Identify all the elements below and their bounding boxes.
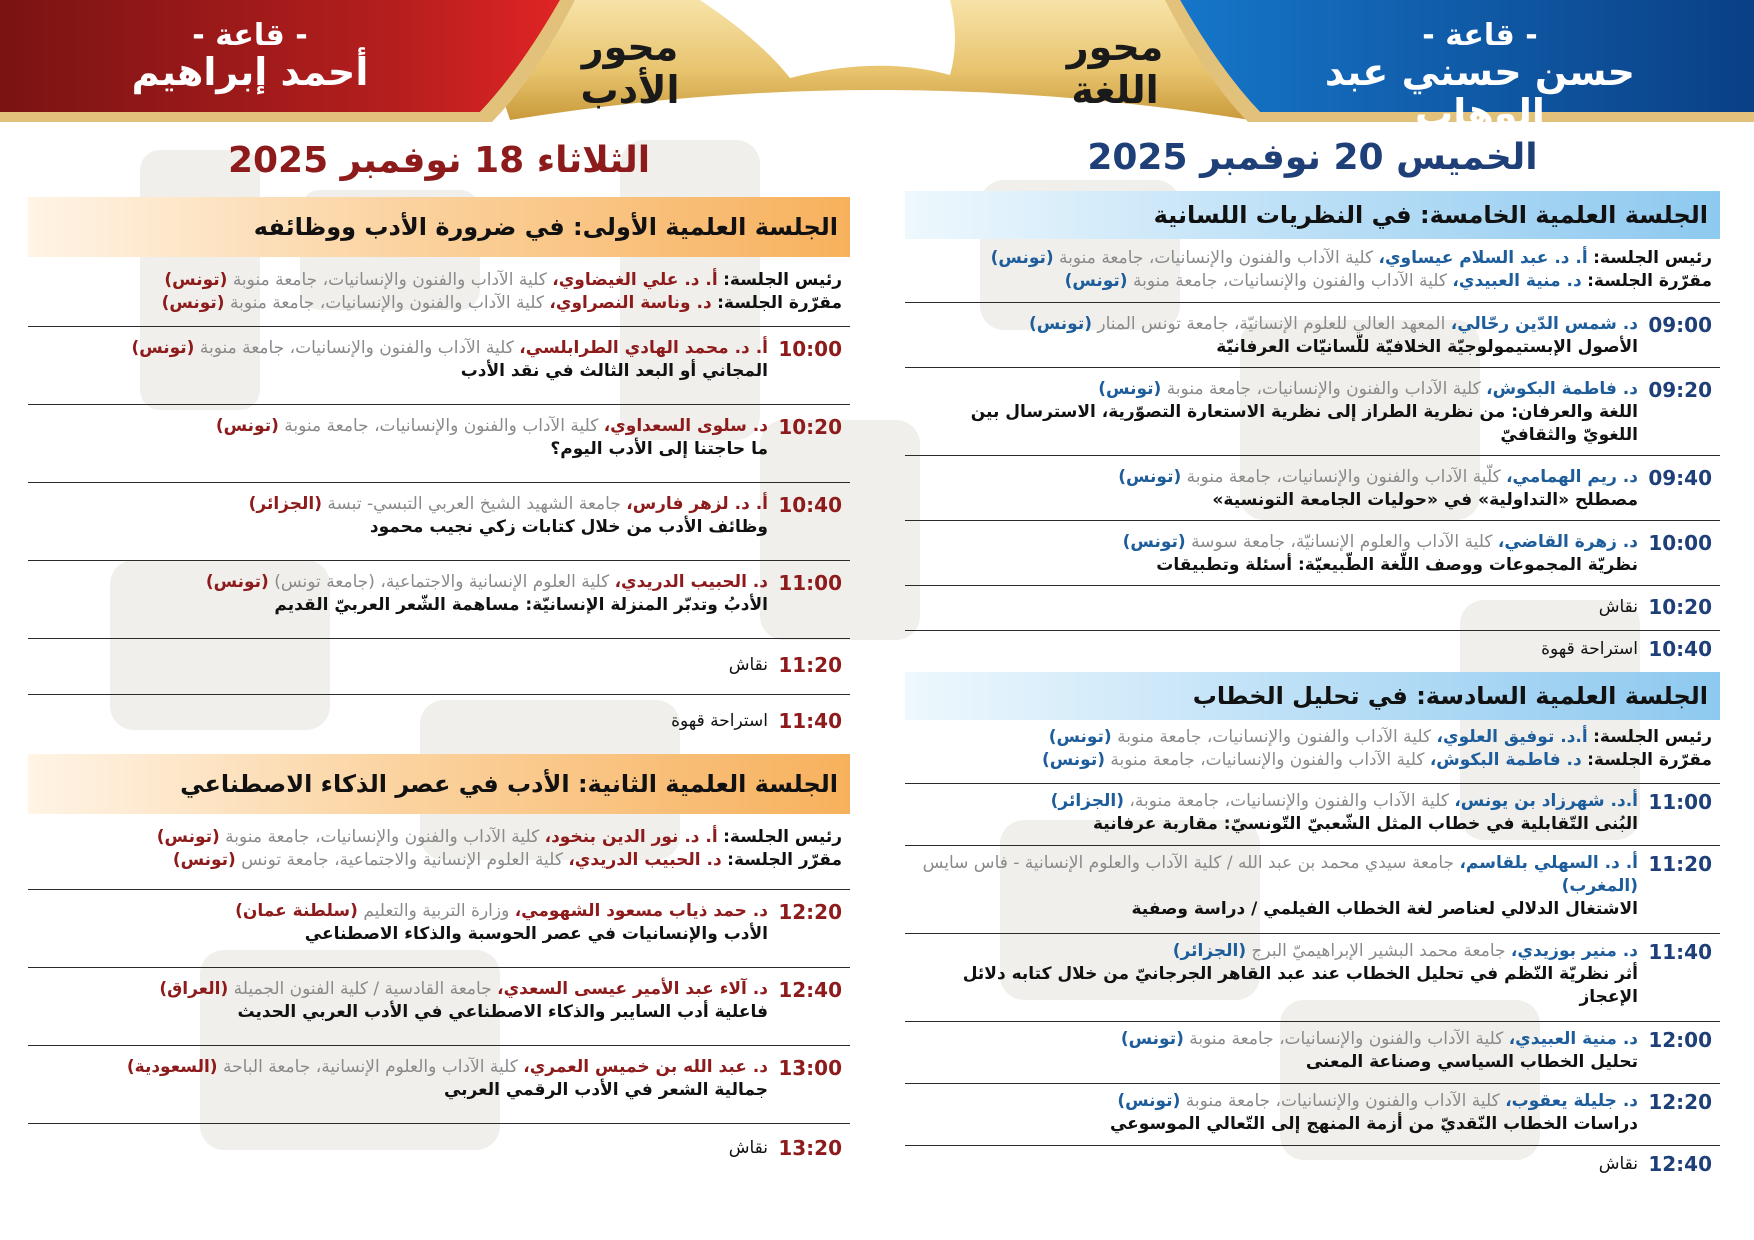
schedule-row — [905, 521, 1720, 586]
rapporteur-name: د. الحبيب الدريدي، — [568, 850, 722, 870]
rapporteur-label: مقرّرة الجلسة: — [717, 293, 842, 313]
schedule-row — [905, 456, 1720, 521]
country: (الجزائر) — [1172, 941, 1247, 961]
talk-title: نظريّة المجموعات ووصف اللّغة الطّبيعيّة: أسئلة وتطبيقات — [1156, 555, 1638, 575]
row-time: 12:40 — [1648, 1152, 1712, 1176]
literature-axis-line1: محور — [581, 25, 679, 69]
chair-country: (تونس) — [990, 248, 1054, 268]
session5-title-text: الجلسة العلمية الخامسة: في النظريات اللسانية — [1153, 201, 1708, 229]
chair-label: رئيس الجلسة: — [723, 270, 842, 290]
talk-title: اللغة والعرفان: من نظرية الطراز إلى نظرية الاستعارة التصوّرية، الاسترسال بين اللغويّ والثقافيّ — [970, 402, 1638, 445]
right-hall-label: - قاعة - — [1422, 18, 1538, 53]
row-content — [36, 561, 768, 617]
session1-rapporteur — [36, 292, 842, 315]
row-content — [913, 1022, 1638, 1074]
row-time: 10:20 — [1648, 595, 1712, 619]
chair-country: (تونس) — [164, 270, 228, 290]
talk-title: جمالية الشعر في الأدب الرقمي العربي — [443, 1080, 768, 1100]
left-hall-title — [100, 20, 400, 93]
speaker: د. سلوى السعداوي، — [603, 416, 768, 436]
discussion-label: نقاش — [728, 655, 768, 675]
session6-chairs — [905, 720, 1720, 784]
country: (تونس) — [215, 416, 279, 436]
country: (تونس) — [1098, 379, 1162, 399]
affiliation: جامعة الشهيد الشيخ العربي التبسي- تبسة — [327, 494, 621, 514]
affiliation: وزارة التربية والتعليم — [363, 901, 510, 921]
session2-title-text: الجلسة العلمية الثانية: الأدب في عصر الذكاء الاصطناعي — [180, 770, 838, 798]
session1-chair — [36, 269, 842, 292]
country: (تونس) — [1028, 314, 1092, 334]
country: (السعودية) — [126, 1057, 218, 1077]
row-content — [913, 303, 1638, 359]
country: (تونس) — [1120, 1029, 1184, 1049]
talk-title: دراسات الخطاب النّقديّ من أزمة المنهج إلى التّعالي الموسوعي — [1109, 1114, 1638, 1134]
schedule-row — [28, 561, 850, 639]
affiliation: كلية الآداب والفنون والإنسانيات، جامعة منوبة — [1166, 379, 1481, 399]
session6-title-text: الجلسة العلمية السادسة: في تحليل الخطاب — [1192, 682, 1708, 710]
country: (تونس) — [1122, 532, 1186, 552]
session6-rapporteur — [913, 749, 1712, 772]
session5-title — [905, 191, 1720, 239]
rapporteur-country: (تونس) — [1041, 750, 1105, 770]
schedule-row — [905, 368, 1720, 456]
chair-affiliation: كلية الآداب والفنون والإنسانيات، جامعة منوبة — [232, 270, 547, 290]
speaker: د. منية العبيدي، — [1508, 1029, 1638, 1049]
chair-label: رئيس الجلسة: — [1593, 248, 1712, 268]
speaker: د. منير بوزيدي، — [1510, 941, 1638, 961]
affiliation: كلية الآداب والعلوم الإنسانيّة، جامعة سوسة — [1191, 532, 1493, 552]
row-time: 11:20 — [778, 653, 842, 677]
speaker: أ. د. محمد الهادي الطرابلسي، — [519, 338, 768, 358]
rapporteur-name: د. فاطمة البكوش، — [1429, 750, 1582, 770]
chair-country: (تونس) — [156, 827, 220, 847]
rapporteur-label: مقرّرة الجلسة: — [1587, 750, 1712, 770]
row-time: 11:00 — [1648, 790, 1712, 814]
row-content — [913, 934, 1638, 1009]
country: (الجزائر) — [248, 494, 322, 514]
session1-title — [28, 197, 850, 257]
row-content — [913, 784, 1638, 836]
row-time: 11:40 — [778, 709, 842, 733]
discussion-row — [905, 1146, 1720, 1184]
chair-name: أ. د. نور الدين بنخود، — [544, 827, 718, 847]
talk-title: أثر نظريّة النّظم في تحليل الخطاب عند عبد القاهر الجرجانيّ من خلال كتابه دلائل الإعجاز — [962, 964, 1638, 1007]
affiliation: المعهد العالي للعلوم الإنسانيّة، جامعة تونس المنار — [1097, 314, 1446, 334]
talk-title: المجاني أو البعد الثالث في نقد الأدب — [460, 361, 768, 381]
thursday-column — [905, 125, 1720, 1184]
row-content — [36, 968, 768, 1024]
row-time: 10:40 — [778, 493, 842, 517]
row-time: 10:00 — [778, 337, 842, 361]
chair-country: (تونس) — [1048, 727, 1112, 747]
row-time: 12:40 — [778, 978, 842, 1002]
break-label: استراحة قهوة — [671, 711, 768, 731]
talk-title: البُنى التّقابلية في خطاب المثل الشّعبيّ التّونسيّ: مقاربة عرفانية — [1093, 814, 1638, 834]
talk-title: ما حاجتنا إلى الأدب اليوم؟ — [550, 439, 768, 459]
speaker: د. زهرة القاضي، — [1497, 532, 1638, 552]
country: (العراق) — [159, 979, 229, 999]
row-time: 13:00 — [778, 1056, 842, 1080]
country: (تونس) — [1118, 467, 1182, 487]
affiliation: كلية الآداب والفنون والإنسانيات، جامعة منوبة — [1189, 1029, 1504, 1049]
row-content — [36, 890, 768, 946]
right-hall-title — [1265, 20, 1695, 134]
rapporteur-affiliation: كلية الآداب والفنون والإنسانيات، جامعة منوبة — [1110, 750, 1425, 770]
discussion-label: نقاش — [1598, 1154, 1638, 1174]
session2-chairs — [28, 814, 850, 890]
rapporteur-affiliation: كلية الآداب والفنون والإنسانيات، جامعة منوبة — [1132, 271, 1448, 291]
row-content — [913, 456, 1638, 512]
speaker: أ. د. السهلي بلقاسم، — [1459, 853, 1638, 873]
rapporteur-name: د. منية العبيدي، — [1452, 271, 1582, 291]
schedule-row — [905, 1022, 1720, 1084]
session6-chair — [913, 726, 1712, 749]
row-content — [36, 405, 768, 461]
chair-label: رئيس الجلسة: — [1593, 727, 1712, 747]
country: (الجزائر) — [1050, 791, 1124, 811]
row-time: 12:00 — [1648, 1028, 1712, 1052]
tuesday-date: الثلاثاء 18 نوفمبر 2025 — [227, 140, 651, 181]
schedule-row — [905, 934, 1720, 1022]
row-content — [913, 368, 1638, 447]
row-time: 11:40 — [1648, 940, 1712, 964]
talk-title: الأدبُ وتدبّر المنزلة الإنسانيّة: مساهمة الشّعر العربيّ القديم — [274, 595, 768, 615]
row-content — [913, 1084, 1638, 1136]
discussion-row — [28, 1124, 850, 1172]
session5-chairs — [905, 239, 1720, 303]
session1-title-text: الجلسة العلمية الأولى: في ضرورة الأدب ووظائفه — [253, 213, 838, 241]
affiliation: كلية الآداب والفنون والإنسانيات، جامعة منوبة — [1185, 1091, 1500, 1111]
session5-chair — [913, 247, 1712, 270]
affiliation: كلية الآداب والعلوم الإنسانية، جامعة الباحة — [223, 1057, 518, 1077]
affiliation: كلية الآداب والفنون والإنسانيات، جامعة منوبة — [199, 338, 514, 358]
language-axis — [1045, 26, 1185, 111]
session5-rapporteur — [913, 270, 1712, 293]
row-content — [913, 846, 1638, 921]
talk-title: فاعلية أدب السايبر والذكاء الاصطناعي في الأدب العربي الحديث — [237, 1002, 768, 1022]
row-content — [913, 521, 1638, 577]
row-content — [36, 483, 768, 539]
schedule-row — [28, 968, 850, 1046]
rapporteur-label: مقرّرة الجلسة: — [1587, 271, 1712, 291]
schedule-row — [905, 1084, 1720, 1146]
tuesday-column — [28, 125, 850, 1172]
discussion-row — [905, 586, 1720, 631]
left-hall-label: - قاعة - — [192, 18, 308, 53]
chair-name: أ. د. عبد السلام عيساوي، — [1378, 248, 1588, 268]
speaker: د. ريم الهمامي، — [1506, 467, 1638, 487]
speaker: د. عبد الله بن خميس العمري، — [523, 1057, 768, 1077]
schedule-row — [905, 846, 1720, 934]
speaker: د. جليلة يعقوب، — [1505, 1091, 1638, 1111]
discussion-label: نقاش — [1598, 597, 1638, 617]
talk-title: الأصول الإبستيمولوجيّة الخلافيّة للّسانيّات العرفانيّة — [1216, 337, 1638, 357]
schedule-row — [28, 1046, 850, 1124]
rapporteur-affiliation: كلية العلوم الإنسانية والاجتماعية، جامعة تونس — [241, 850, 563, 870]
affiliation: جامعة سيدي محمد بن عبد الله / كلية الآداب والعلوم الإنسانية - فاس سايس — [922, 853, 1455, 873]
row-time: 09:00 — [1648, 313, 1712, 337]
row-time: 11:00 — [778, 571, 842, 595]
chair-label: رئيس الجلسة: — [723, 827, 842, 847]
right-hall-name: حسن حسني عبد الوهاب — [1324, 50, 1636, 136]
session6-title — [905, 672, 1720, 720]
country: (المغرب) — [1561, 876, 1638, 896]
affiliation: كلية الآداب والفنون والإنسانيات، جامعة منوبة، — [1129, 791, 1449, 811]
literature-axis — [560, 26, 700, 111]
schedule-row — [905, 784, 1720, 846]
affiliation: كلّية الآداب والفنون والإنسانيات، جامعة منوبة — [1186, 467, 1501, 487]
session2-rapporteur — [36, 849, 842, 872]
chair-affiliation: كلية الآداب والفنون والإنسانيات، جامعة منوبة — [1059, 248, 1374, 268]
schedule-row — [28, 327, 850, 405]
talk-title: تحليل الخطاب السياسي وصناعة المعنى — [1305, 1052, 1638, 1072]
speaker: أ.د. شهرزاد بن يونس، — [1454, 791, 1638, 811]
left-hall-name: أحمد إبراهيم — [131, 50, 369, 95]
speaker: د. آلاء عبد الأمير عيسى السعدي، — [497, 979, 768, 999]
session2-title — [28, 754, 850, 814]
country: (سلطنة عمان) — [235, 901, 358, 921]
schedule-row — [28, 890, 850, 968]
country: (تونس) — [131, 338, 195, 358]
schedule-row — [905, 303, 1720, 368]
discussion-label: نقاش — [728, 1138, 768, 1158]
session1-chairs — [28, 257, 850, 327]
affiliation: جامعة محمد البشير الإبراهيميّ البرج — [1251, 941, 1506, 961]
affiliation: كلية العلوم الإنسانية والاجتماعية، (جامعة تونس) — [274, 572, 610, 592]
talk-title: الاشتغال الدلالي لعناصر لغة الخطاب الفيلمي / دراسة وصفية — [1131, 899, 1638, 919]
row-content — [36, 327, 768, 383]
chair-affiliation: كلية الآداب والفنون والإنسانيات، جامعة منوبة — [225, 827, 540, 847]
break-row — [28, 695, 850, 740]
speaker: د. حمد ذياب مسعود الشهومي، — [514, 901, 768, 921]
session2-chair — [36, 826, 842, 849]
rapporteur-country: (تونس) — [1064, 271, 1128, 291]
language-axis-line1: محور — [1066, 25, 1164, 69]
row-time: 11:20 — [1648, 852, 1712, 876]
language-axis-line2: اللغة — [1071, 67, 1159, 112]
row-time: 12:20 — [1648, 1090, 1712, 1114]
thursday-date: الخميس 20 نوفمبر 2025 — [1087, 137, 1538, 178]
row-time: 09:20 — [1648, 378, 1712, 402]
row-time: 12:20 — [778, 900, 842, 924]
schedule-row — [28, 483, 850, 561]
talk-title: وظائف الأدب من خلال كتابات زكي نجيب محمود — [369, 517, 768, 537]
rapporteur-name: د. وناسة النصراوي، — [549, 293, 712, 313]
speaker: د. شمس الدّين رحّالي، — [1450, 314, 1638, 334]
schedule-row — [28, 405, 850, 483]
rapporteur-affiliation: كلية الآداب والفنون والإنسانيات، جامعة منوبة — [229, 293, 544, 313]
discussion-row — [28, 639, 850, 695]
row-time: 10:00 — [1648, 531, 1712, 555]
break-label: استراحة قهوة — [1541, 639, 1638, 659]
row-time: 10:20 — [778, 415, 842, 439]
chair-name: أ.د. توفيق العلوي، — [1436, 727, 1588, 747]
row-time: 09:40 — [1648, 466, 1712, 490]
affiliation: كلية الآداب والفنون والإنسانيات، جامعة منوبة — [284, 416, 599, 436]
country: (تونس) — [205, 572, 269, 592]
rapporteur-country: (تونس) — [161, 293, 225, 313]
rapporteur-country: (تونس) — [172, 850, 236, 870]
chair-name: أ. د. علي الغيضاوي، — [552, 270, 718, 290]
speaker: أ. د. لزهر فارس، — [626, 494, 768, 514]
literature-axis-line2: الأدب — [580, 67, 680, 112]
affiliation: جامعة القادسية / كلية الفنون الجميلة — [233, 979, 492, 999]
talk-title: الأدب والإنسانيات في عصر الحوسبة والذكاء الاصطناعي — [304, 924, 768, 944]
row-content — [36, 1046, 768, 1102]
country: (تونس) — [1117, 1091, 1181, 1111]
row-time: 13:20 — [778, 1136, 842, 1160]
speaker: د. فاطمة البكوش، — [1486, 379, 1638, 399]
row-time: 10:40 — [1648, 637, 1712, 661]
rapporteur-label: مقرّر الجلسة: — [727, 850, 842, 870]
break-row — [905, 631, 1720, 668]
talk-title: مصطلح «التداولية» في «حوليات الجامعة التونسية» — [1212, 490, 1638, 510]
chair-affiliation: كلية الآداب والفنون والإنسانيات، جامعة منوبة — [1117, 727, 1432, 747]
speaker: د. الحبيب الدريدي، — [614, 572, 768, 592]
